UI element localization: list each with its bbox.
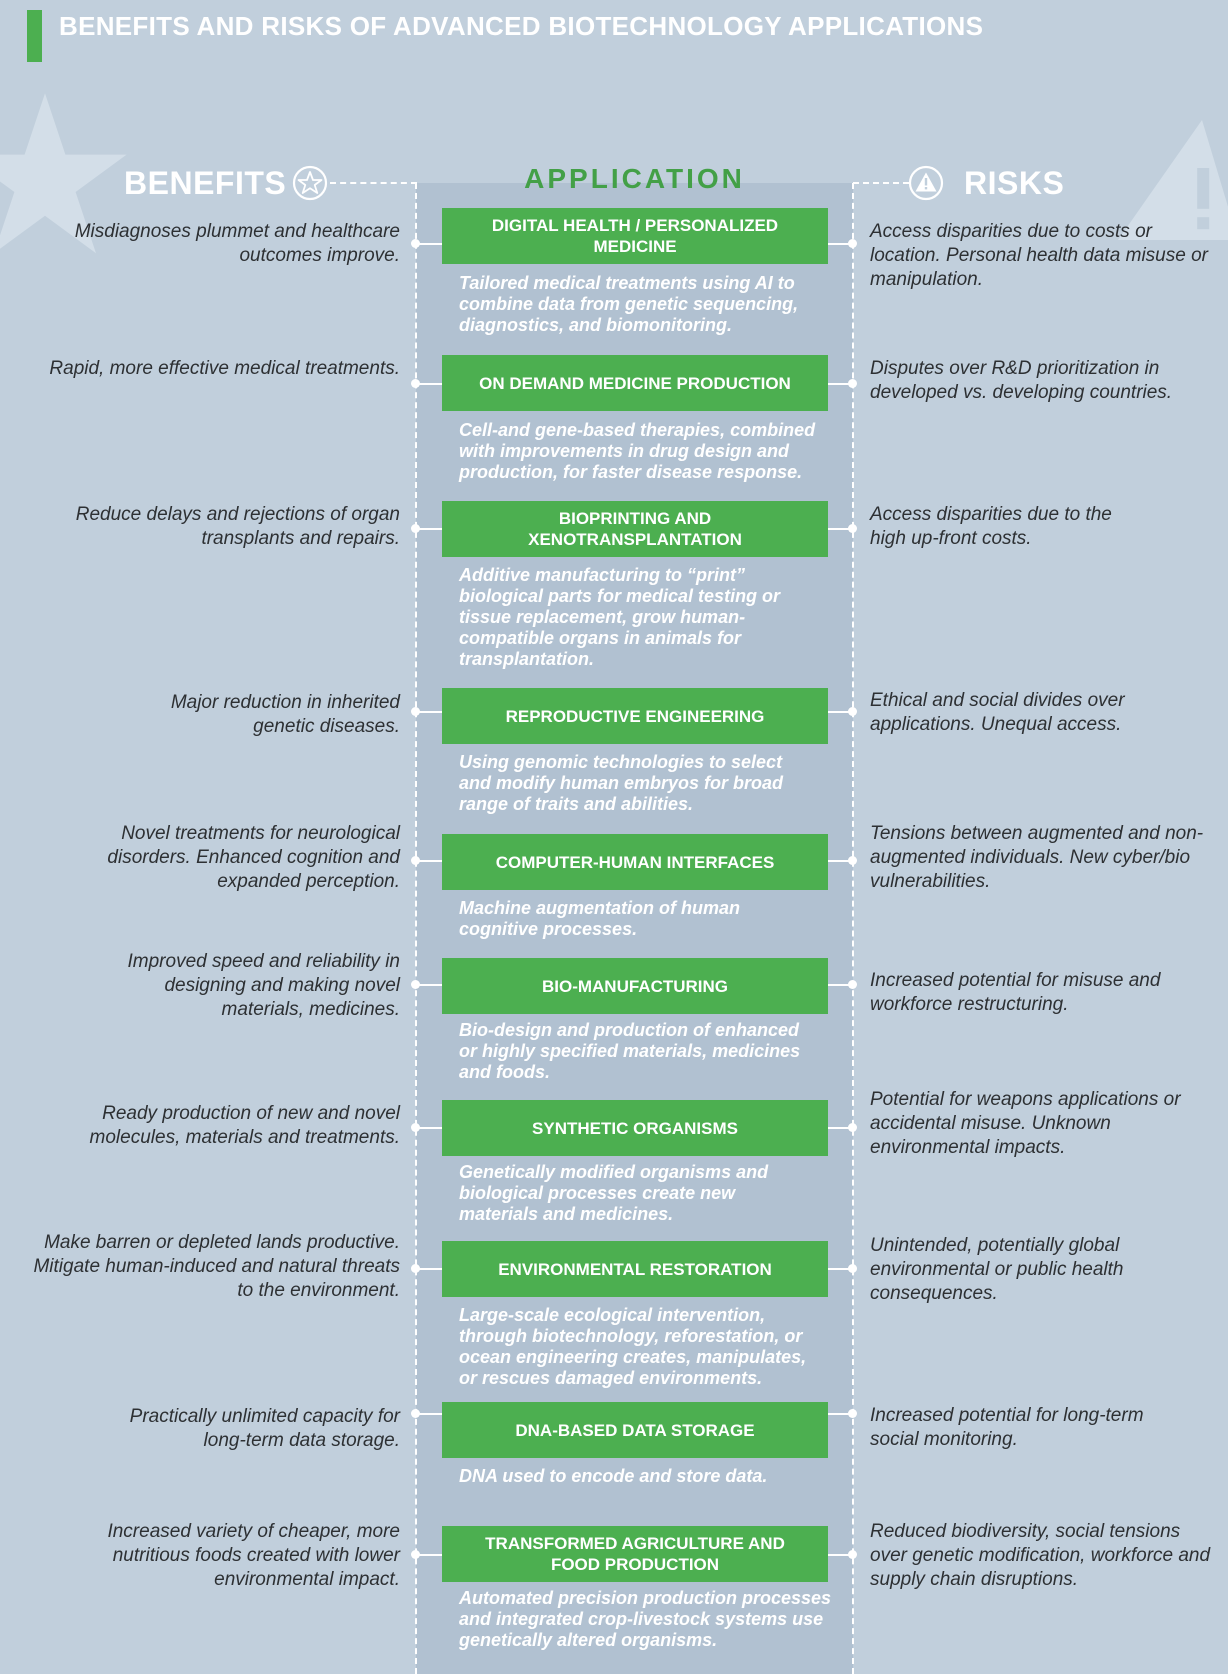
risk-text: Tensions between augmented and non-augmented individuals. New cyber/bio vulnerabilities.	[870, 823, 1204, 892]
risk-text: Unintended, potentially global environmental or public health consequences.	[870, 1235, 1124, 1304]
left-connector-dot	[411, 524, 420, 533]
right-connector-dot	[848, 524, 857, 533]
benefit-text: Reduce delays and rejections of organ transplants and repairs.	[75, 504, 400, 549]
application-description: Bio-design and production of enhanced or highly specified materials, medicines and foods.	[459, 1020, 801, 1082]
application-box: ENVIRONMENTAL RESTORATION	[442, 1241, 828, 1297]
right-connector-dot	[848, 1123, 857, 1132]
page-title: BENEFITS AND RISKS OF ADVANCED BIOTECHNOLOGY APPLICATIONS	[59, 11, 984, 41]
application-box: ON DEMAND MEDICINE PRODUCTION	[442, 355, 828, 411]
right-connector-dot	[848, 379, 857, 388]
application-box: COMPUTER-HUMAN INTERFACES	[442, 834, 828, 890]
risk-text: Ethical and social divides over applications. Unequal access.	[870, 690, 1125, 735]
benefit-text: Improved speed and reliability in designing and making novel materials, medicines.	[127, 951, 400, 1020]
benefit-text: Practically unlimited capacity for long-term data storage.	[129, 1406, 400, 1451]
star-icon	[292, 165, 328, 201]
risk-text: Disputes over R&D prioritization in developed vs. developing countries.	[870, 358, 1173, 403]
application-description: Large-scale ecological intervention, through biotechnology, reforestation, or ocean engineering creates, manipulates, or rescues damaged environments.	[459, 1305, 807, 1388]
benefits-header: BENEFITS	[124, 165, 287, 201]
risk-text: Access disparities due to the high up-front costs.	[870, 504, 1112, 549]
application-description: Automated precision production processes and integrated crop-livestock systems use genetically altered organisms.	[459, 1588, 832, 1650]
benefit-text: Make barren or depleted lands productive. Mitigate human-induced and natural threats to the environment.	[33, 1232, 400, 1301]
risk-text: Access disparities due to costs or location. Personal health data misuse or manipulation.	[870, 221, 1208, 290]
application-description: Additive manufacturing to “print” biological parts for medical testing or tissue replacement, grow human-compatible organs in animals for transplantation.	[459, 565, 781, 669]
application-description: Cell-and gene-based therapies, combined with improvements in drug design and production, for faster disease response.	[459, 420, 816, 482]
benefit-text: Increased variety of cheaper, more nutritious foods created with lower environmental impact.	[107, 1521, 400, 1590]
warning-icon	[908, 165, 944, 201]
benefit-text: Ready production of new and novel molecules, materials and treatments.	[89, 1103, 400, 1148]
risks-header: RISKS	[964, 165, 1065, 201]
left-connector-dot	[411, 856, 420, 865]
benefit-text: Rapid, more effective medical treatments.	[49, 358, 400, 379]
left-connector-dot	[411, 707, 420, 716]
risks-header-dashed-line	[853, 182, 909, 184]
benefit-text: Major reduction in inherited genetic diseases.	[170, 692, 400, 737]
right-connector-dot	[848, 239, 857, 248]
application-box: REPRODUCTIVE ENGINEERING	[442, 688, 828, 744]
risk-text: Increased potential for long-term social monitoring.	[870, 1405, 1144, 1450]
application-box: BIO-MANUFACTURING	[442, 958, 828, 1014]
right-dashed-line	[852, 183, 854, 1674]
left-connector-dot	[411, 1264, 420, 1273]
application-box: SYNTHETIC ORGANISMS	[442, 1100, 828, 1156]
left-connector-dot	[411, 980, 420, 989]
right-connector-dot	[848, 1550, 857, 1559]
risk-text: Potential for weapons applications or accidental misuse. Unknown environmental impacts.	[870, 1089, 1181, 1158]
application-box: DNA-BASED DATA STORAGE	[442, 1402, 828, 1458]
title-accent-bar	[27, 10, 42, 62]
application-description: Machine augmentation of human cognitive processes.	[459, 898, 741, 939]
left-connector-dot	[411, 1409, 420, 1418]
left-connector-dot	[411, 1550, 420, 1559]
application-description: Tailored medical treatments using AI to combine data from genetic sequencing, diagnostics, and biomonitoring.	[459, 273, 799, 335]
right-connector-dot	[848, 980, 857, 989]
left-connector-dot	[411, 239, 420, 248]
benefit-text: Misdiagnoses plummet and healthcare outcomes improve.	[74, 221, 400, 266]
application-box: DIGITAL HEALTH / PERSONALIZED MEDICINE	[442, 208, 828, 264]
right-connector-dot	[848, 1264, 857, 1273]
application-box: BIOPRINTING AND XENOTRANSPLANTATION	[442, 501, 828, 557]
right-connector-dot	[848, 1409, 857, 1418]
right-connector-dot	[848, 707, 857, 716]
application-header: APPLICATION	[524, 163, 745, 194]
risk-text: Increased potential for misuse and workforce restructuring.	[870, 970, 1161, 1015]
benefits-header-dashed-line	[330, 182, 417, 184]
application-description: DNA used to encode and store data.	[459, 1466, 768, 1486]
left-dashed-line	[415, 183, 417, 1674]
benefit-text: Novel treatments for neurological disorders. Enhanced cognition and expanded perception.	[107, 823, 400, 892]
risk-text: Reduced biodiversity, social tensions over genetic modification, workforce and supply chain disruptions.	[870, 1521, 1211, 1590]
right-connector-dot	[848, 856, 857, 865]
left-connector-dot	[411, 1123, 420, 1132]
left-connector-dot	[411, 379, 420, 388]
application-description: Using genomic technologies to select and modify human embryos for broad range of traits and abilities.	[459, 752, 784, 814]
application-box: TRANSFORMED AGRICULTURE AND FOOD PRODUCTION	[442, 1526, 828, 1582]
application-description: Genetically modified organisms and biological processes create new materials and medicines.	[459, 1162, 769, 1224]
